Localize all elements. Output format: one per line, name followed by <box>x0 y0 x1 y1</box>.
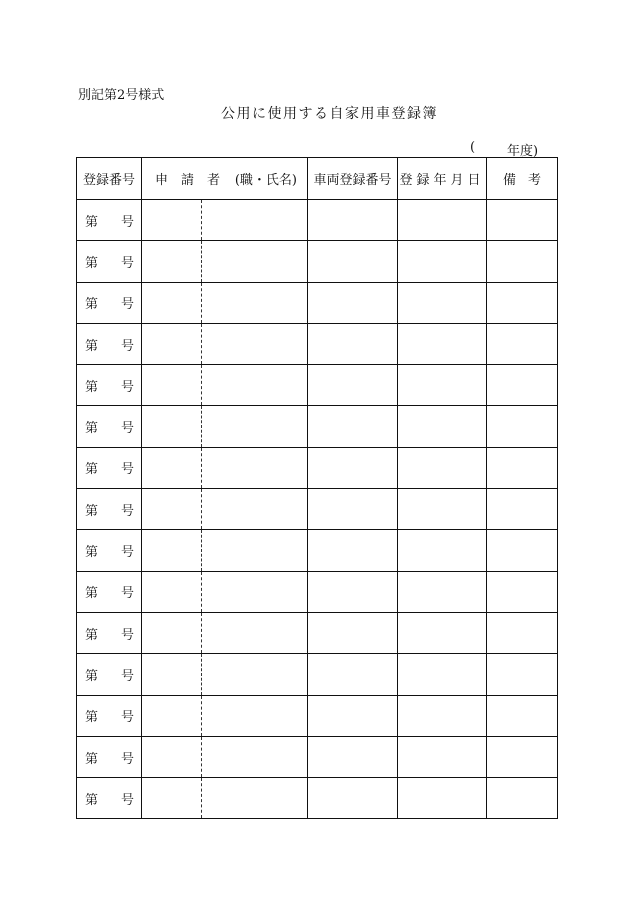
applicant-cell[interactable] <box>142 654 308 695</box>
applicant-cell[interactable] <box>142 612 308 653</box>
header-vehicle-number <box>308 158 398 200</box>
registration-date-cell[interactable] <box>398 654 487 695</box>
dashed-divider <box>201 778 202 818</box>
remarks-cell[interactable] <box>487 447 558 488</box>
number-prefix: 第 <box>85 586 99 602</box>
number-suffix: 号 <box>120 462 134 478</box>
vehicle-number-cell[interactable] <box>308 323 398 364</box>
registration-date-cell[interactable] <box>398 736 487 777</box>
number-suffix: 号 <box>120 586 134 602</box>
dashed-divider <box>201 737 202 777</box>
number-prefix: 第 <box>85 214 99 230</box>
number-suffix: 号 <box>120 297 134 313</box>
table-row <box>77 489 558 530</box>
remarks-cell[interactable] <box>487 695 558 736</box>
registration-date-cell[interactable] <box>398 282 487 323</box>
remarks-cell[interactable] <box>487 530 558 571</box>
number-suffix: 号 <box>120 338 134 354</box>
registration-date-cell[interactable] <box>398 530 487 571</box>
registration-number-cell[interactable] <box>77 447 142 488</box>
fiscal-year-label: 年度) <box>507 144 539 159</box>
number-prefix: 第 <box>85 462 99 478</box>
table-row <box>77 282 558 323</box>
header-remarks-label: 備考 <box>502 173 553 188</box>
table-row <box>77 323 558 364</box>
number-suffix: 号 <box>120 627 134 643</box>
remarks-cell[interactable] <box>487 489 558 530</box>
table-row <box>77 241 558 282</box>
number-suffix: 号 <box>120 214 134 230</box>
number-suffix: 号 <box>120 792 134 808</box>
header-registration-date <box>398 158 487 200</box>
registration-date-cell[interactable] <box>398 778 487 819</box>
vehicle-number-cell[interactable] <box>308 778 398 819</box>
table-row <box>77 571 558 612</box>
vehicle-number-cell[interactable] <box>308 736 398 777</box>
registration-date-cell[interactable] <box>398 447 487 488</box>
table-body <box>77 200 558 819</box>
form-number: 別記第2号様式 <box>78 88 165 103</box>
table-row <box>77 447 558 488</box>
applicant-cell[interactable] <box>142 778 308 819</box>
dashed-divider <box>201 613 202 653</box>
number-prefix: 第 <box>85 792 99 808</box>
registration-number-cell[interactable] <box>77 571 142 612</box>
registration-number-cell[interactable] <box>77 695 142 736</box>
header-applicant-label: 申 請 者 <box>155 173 221 188</box>
number-prefix: 第 <box>85 503 99 519</box>
number-suffix: 号 <box>120 255 134 271</box>
registration-date-cell[interactable] <box>398 406 487 447</box>
registration-date-cell[interactable] <box>398 200 487 241</box>
dashed-divider <box>201 696 202 736</box>
dashed-divider <box>201 530 202 570</box>
number-prefix: 第 <box>85 338 99 354</box>
header-registration-number-label: 登録番号 <box>82 173 135 188</box>
dashed-divider <box>201 200 202 240</box>
remarks-cell[interactable] <box>487 778 558 819</box>
vehicle-number-cell[interactable] <box>308 447 398 488</box>
header-vehicle-number-label: 車両登録番号 <box>313 173 392 188</box>
applicant-cell[interactable] <box>142 736 308 777</box>
registration-date-cell[interactable] <box>398 612 487 653</box>
number-suffix: 号 <box>120 379 134 395</box>
vehicle-number-cell[interactable] <box>308 200 398 241</box>
dashed-divider <box>201 324 202 364</box>
remarks-cell[interactable] <box>487 241 558 282</box>
header-registration-date-label: 登録年月日 <box>399 173 485 188</box>
registration-number-cell[interactable] <box>77 365 142 406</box>
number-suffix: 号 <box>120 751 134 767</box>
vehicle-number-cell[interactable] <box>308 282 398 323</box>
header-applicant <box>142 158 308 200</box>
registration-number-cell[interactable] <box>77 282 142 323</box>
dashed-divider <box>201 489 202 529</box>
registration-number-cell[interactable] <box>77 612 142 653</box>
number-suffix: 号 <box>120 421 134 437</box>
table-header-row <box>77 158 558 200</box>
vehicle-number-cell[interactable] <box>308 365 398 406</box>
table-row <box>77 200 558 241</box>
number-suffix: 号 <box>120 668 134 684</box>
registration-number-cell[interactable] <box>77 406 142 447</box>
applicant-cell[interactable] <box>142 447 308 488</box>
applicant-cell[interactable] <box>142 406 308 447</box>
registration-number-cell[interactable] <box>77 489 142 530</box>
table-row <box>77 695 558 736</box>
table-row <box>77 365 558 406</box>
header-applicant-sublabel: (職・氏名) <box>234 173 297 188</box>
dashed-divider <box>201 448 202 488</box>
table-row <box>77 778 558 819</box>
registration-date-cell[interactable] <box>398 241 487 282</box>
remarks-cell[interactable] <box>487 736 558 777</box>
registration-number-cell[interactable] <box>77 654 142 695</box>
remarks-cell[interactable] <box>487 406 558 447</box>
remarks-cell[interactable] <box>487 200 558 241</box>
vehicle-number-cell[interactable] <box>308 654 398 695</box>
dashed-divider <box>201 406 202 446</box>
dashed-divider <box>201 572 202 612</box>
applicant-cell[interactable] <box>142 571 308 612</box>
header-remarks <box>487 158 558 200</box>
applicant-cell[interactable] <box>142 323 308 364</box>
number-prefix: 第 <box>85 255 99 271</box>
dashed-divider <box>201 365 202 405</box>
applicant-cell[interactable] <box>142 530 308 571</box>
dashed-divider <box>201 654 202 694</box>
number-prefix: 第 <box>85 668 99 684</box>
number-prefix: 第 <box>85 751 99 767</box>
table-row <box>77 406 558 447</box>
table-row <box>77 612 558 653</box>
registration-date-cell[interactable] <box>398 323 487 364</box>
remarks-cell[interactable] <box>487 282 558 323</box>
number-prefix: 第 <box>85 710 99 726</box>
registration-number-cell[interactable] <box>77 778 142 819</box>
applicant-cell[interactable] <box>142 695 308 736</box>
table-row <box>77 654 558 695</box>
applicant-cell[interactable] <box>142 241 308 282</box>
table-row <box>77 736 558 777</box>
registration-number-cell[interactable] <box>77 323 142 364</box>
registration-date-cell[interactable] <box>398 489 487 530</box>
number-prefix: 第 <box>85 627 99 643</box>
registration-number-cell[interactable] <box>77 200 142 241</box>
registration-date-cell[interactable] <box>398 695 487 736</box>
remarks-cell[interactable] <box>487 571 558 612</box>
registration-date-cell[interactable] <box>398 571 487 612</box>
applicant-cell[interactable] <box>142 282 308 323</box>
fiscal-year-open-paren: ( <box>470 140 476 155</box>
registration-table <box>76 157 558 819</box>
vehicle-number-cell[interactable] <box>308 406 398 447</box>
vehicle-number-cell[interactable] <box>308 530 398 571</box>
vehicle-number-cell[interactable] <box>308 571 398 612</box>
number-suffix: 号 <box>120 545 134 561</box>
number-suffix: 号 <box>120 503 134 519</box>
number-prefix: 第 <box>85 421 99 437</box>
remarks-cell[interactable] <box>487 323 558 364</box>
applicant-cell[interactable] <box>142 200 308 241</box>
remarks-cell[interactable] <box>487 612 558 653</box>
number-prefix: 第 <box>85 545 99 561</box>
registration-number-cell[interactable] <box>77 241 142 282</box>
header-registration-number <box>77 158 142 200</box>
vehicle-number-cell[interactable] <box>308 695 398 736</box>
table-row <box>77 530 558 571</box>
applicant-cell[interactable] <box>142 489 308 530</box>
vehicle-number-cell[interactable] <box>308 489 398 530</box>
page-title: 公用に使用する自家用車登録簿 <box>221 106 438 122</box>
number-prefix: 第 <box>85 379 99 395</box>
dashed-divider <box>201 283 202 323</box>
applicant-cell[interactable] <box>142 365 308 406</box>
registration-number-cell[interactable] <box>77 736 142 777</box>
registration-date-cell[interactable] <box>398 365 487 406</box>
vehicle-number-cell[interactable] <box>308 612 398 653</box>
registration-number-cell[interactable] <box>77 530 142 571</box>
dashed-divider <box>201 241 202 281</box>
vehicle-number-cell[interactable] <box>308 241 398 282</box>
number-prefix: 第 <box>85 297 99 313</box>
remarks-cell[interactable] <box>487 365 558 406</box>
remarks-cell[interactable] <box>487 654 558 695</box>
number-suffix: 号 <box>120 710 134 726</box>
